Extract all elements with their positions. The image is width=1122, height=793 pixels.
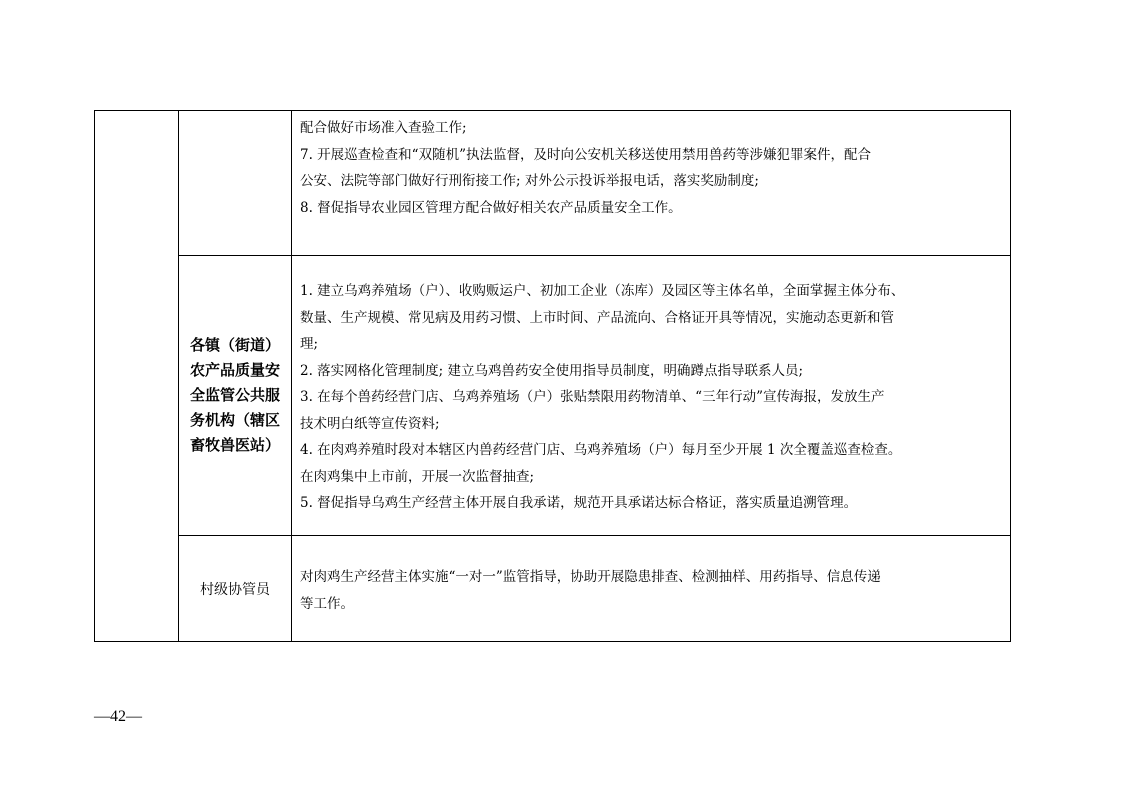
duty-line: 在肉鸡集中上市前，开展一次监督抽查; <box>300 468 535 485</box>
duty-line: 数量、生产规模、常见病及用药习惯、上市时间、产品流向、合格证开具等情况，实施动态更新和管 <box>300 309 894 326</box>
table-row <box>95 536 1011 642</box>
duty-line: 7. 开展巡查检查和“双随机”执法监督，及时向公安机关移送使用禁用兽药等涉嫌犯罪案件，配合 <box>300 146 871 163</box>
duty-line: 理; <box>300 336 319 353</box>
role-line: 务机构（辖区 <box>189 411 280 429</box>
duty-cell <box>292 111 1011 256</box>
role-cell-village-coordinator: 村级协管员 <box>179 536 292 642</box>
duty-line: 4. 在肉鸡养殖时段对本辖区内兽药经营门店、乌鸡养殖场（户）每月至少开展 1 次全覆盖巡查检查。 <box>300 442 902 459</box>
merged-category-cell <box>95 111 179 642</box>
page-number: —42— <box>94 708 142 725</box>
duty-line: 2. 落实网格化管理制度; 建立乌鸡兽药安全使用指导员制度，明确蹲点指导联系人员; <box>300 362 804 379</box>
table-row <box>95 256 1011 536</box>
duty-line: 等工作。 <box>300 595 354 612</box>
duty-table <box>94 110 1011 642</box>
role-cell-empty <box>179 111 292 256</box>
table-row <box>95 111 1011 256</box>
duty-line: 配合做好市场准入查验工作; <box>300 120 467 136</box>
duty-line: 5. 督促指导乌鸡生产经营主体开展自我承诺，规范开具承诺达标合格证，落实质量追溯管理。 <box>300 495 858 512</box>
role-line: 畜牧兽医站） <box>189 436 280 454</box>
duty-line: 1. 建立乌鸡养殖场（户）、收购贩运户、初加工企业（冻库）及园区等主体名单，全面掌握主体分布、 <box>300 283 905 300</box>
duty-line: 8. 督促指导农业园区管理方配合做好相关农产品质量安全工作。 <box>300 199 682 216</box>
duty-line: 对肉鸡生产经营主体实施“一对一”监管指导，协助开展隐患排查、检测抽样、用药指导、信息传递 <box>300 569 881 585</box>
role-line: 农产品质量安 <box>189 361 280 379</box>
duty-cell <box>292 256 1011 536</box>
duty-cell <box>292 536 1011 642</box>
role-cell-town-agency <box>179 256 292 536</box>
duty-line: 技术明白纸等宣传资料; <box>300 415 440 432</box>
duty-line: 3. 在每个兽药经营门店、乌鸡养殖场（户）张贴禁限用药物清单、“三年行动”宣传海报，发放生产 <box>300 389 885 406</box>
role-line: 各镇（街道） <box>189 336 280 354</box>
duty-line: 公安、法院等部门做好行刑衔接工作; 对外公示投诉举报电话，落实奖励制度; <box>300 173 759 189</box>
role-line: 全监管公共服 <box>189 386 280 404</box>
